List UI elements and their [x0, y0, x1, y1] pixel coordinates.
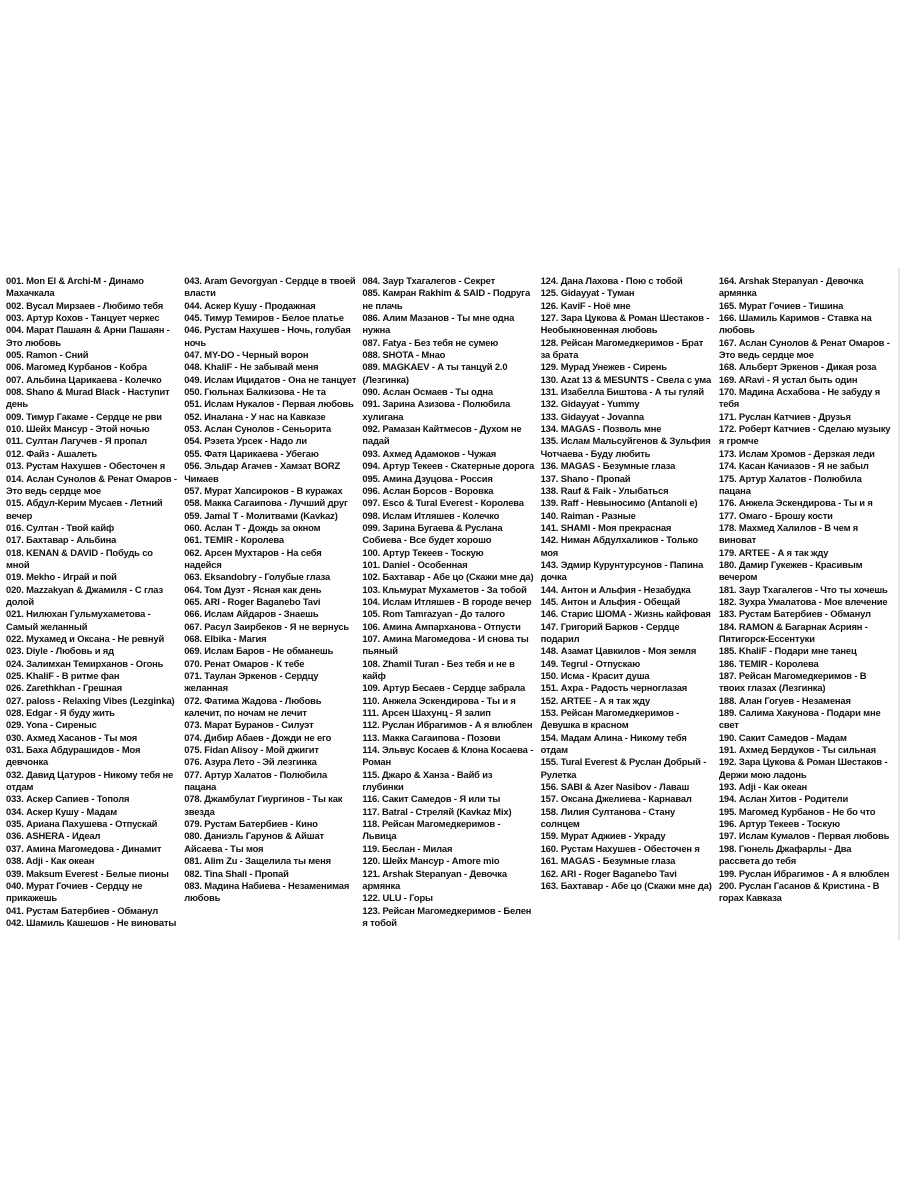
track-entry: 143. Эдмир Курунтурсунов - Папина дочка [540, 558, 704, 583]
track-entry: 076. Азура Лето - Эй лезгинка [184, 756, 317, 768]
track-entry: 138. Rauf & Faik - Улыбаться [540, 484, 669, 496]
track-entry: 137. Shano - Пропай [540, 472, 631, 484]
track-entry: 169. ARavi - Я устал быть один [718, 373, 858, 385]
track-entry: 107. Амина Магомедова - И снова ты пьяный [362, 632, 529, 657]
track-entry: 157. Оксана Джелиева - Карнавал [540, 793, 692, 805]
track-entry: 126. KaviF - Ноё мне [540, 299, 631, 311]
track-entry: 117. Batral - Стреляй (Kavkaz Mix) [362, 805, 512, 817]
track-entry: 185. KhaliF - Подари мне танец [718, 645, 857, 657]
track-entry: 187. Рейсан Магомедкеримов - В твоих глазах (Лезгинка) [718, 670, 867, 694]
track-entry: 042. Шамиль Кашешов - Не виноваты [6, 916, 177, 928]
track-entry: 069. Ислам Баров - Не обманешь [184, 645, 334, 657]
track-entry: 113. Макка Сагаипова - Позови [362, 731, 501, 743]
track-entry: 018. KENAN & DAVID - Побудь со мной [6, 546, 153, 570]
track-entry: 119. Беслан - Милая [362, 842, 453, 854]
track-entry: 026. Zarethkhan - Грешная [6, 682, 123, 694]
track-entry: 075. Fidan Alisoy - Мой джигит [184, 744, 319, 756]
track-entry: 148. Азамат Цавкилов - Моя земля [540, 645, 697, 657]
track-entry: 149. Tegrul - Отпускаю [540, 657, 641, 669]
track-entry: 109. Артур Бесаев - Сердце забрала [362, 682, 526, 694]
track-entry: 139. Raff - Невыносимо (Antanoli e) [540, 497, 698, 509]
track-entry: 021. Нилюхан Гульмухаметова - Самый желанный [6, 608, 151, 632]
track-entry: 032. Давид Цатуров - Никому тебя не отдам [6, 768, 174, 793]
track-entry: 158. Лилия Султанова - Стану солнцем [540, 805, 676, 830]
track-entry: 034. Аскер Кушу - Мадам [6, 805, 118, 817]
track-entry: 047. MY-DO - Черный ворон [184, 349, 309, 361]
track-entry: 058. Макка Сагаипова - Лучший друг [184, 497, 348, 509]
track-entry: 027. paloss - Relaxing Vibes (Lezginka) [6, 694, 175, 706]
track-entry: 095. Амина Дзуцова - Россия [362, 472, 493, 484]
track-entry: 070. Ренат Омаров - К тебе [184, 657, 305, 669]
track-entry: 170. Мадина Асхабова - Не забуду я тебя [718, 386, 881, 410]
track-entry: 200. Руслан Гасанов & Кристина - В горах Кавказа [718, 879, 880, 904]
track-entry: 014. Аслан Сунолов & Ренат Омаров - Это ведь сердце мое [6, 472, 177, 496]
track-entry: 194. Аслан Хитов - Родители [718, 793, 849, 805]
track-entry: 073. Марат Буранов - Силуэт [184, 719, 314, 731]
track-entry: 002. Вусал Мирзаев - Любимо тебя [6, 299, 164, 311]
track-entry: 180. Дамир Гукежев - Красивым вечером [718, 558, 863, 583]
track-entry: 059. Jamal T - Молитвами (Kavkaz) [184, 509, 338, 521]
track-entry: 156. SABI & Azer Nasibov - Лаваш [540, 781, 690, 793]
tracklist-column-3 [362, 275, 534, 935]
track-entry: 031. Баха Абдурашидов - Моя девчонка [6, 744, 141, 768]
track-entry: 001. Mon El & Archi-M - Динамо Махачкала [6, 275, 144, 299]
track-entry: 172. Роберт Катчиев - Сделаю музыку я громче [718, 423, 891, 447]
tracklist-column-5 [719, 275, 891, 935]
track-entry: 122. ULU - Горы [362, 892, 433, 904]
track-entry: 048. KhaliF - Не забывай меня [184, 361, 319, 373]
track-entry: 081. Alim Zu - Защелила ты меня [184, 855, 331, 867]
track-entry: 195. Магомед Курбанов - Не бо что [718, 805, 876, 817]
track-entry: 161. MAGAS - Безумные глаза [540, 855, 676, 867]
track-entry: 110. Анжела Эскендирова - Ты и я [362, 694, 516, 706]
track-entry: 132. Gidayyat - Yummy [540, 398, 640, 410]
track-entry: 123. Рейсан Магомедкеримов - Белен я тобой [362, 904, 532, 928]
track-entry: 105. Rom Tamrazyan - До талого [362, 608, 505, 620]
track-entry: 199. Руслан Ибрагимов - А я влюблен [718, 867, 890, 879]
track-entry: 040. Мурат Гочиев - Сердцу не прикажешь [6, 879, 143, 904]
track-entry: 066. Ислам Айдаров - Знаешь [184, 608, 319, 620]
track-entry: 088. SHOTA - Мнао [362, 349, 446, 361]
track-entry: 051. Ислам Нукалов - Первая любовь [184, 398, 354, 410]
track-entry: 162. ARI - Roger Baganebo Tavi [540, 867, 677, 879]
track-entry: 003. Артур Кохов - Танцует черкес [6, 312, 160, 324]
track-entry: 178. Махмед Халилов - В чем я виноват [718, 521, 859, 546]
track-entry: 093. Ахмед Адамоков - Чужая [362, 447, 497, 459]
track-entry: 127. Зара Цукова & Роман Шестаков - Необыкновенная любовь [540, 312, 710, 336]
track-entry: 163. Бахтавар - Абе цо (Скажи мне да) [540, 879, 712, 891]
track-entry: 155. Tural Everest & Руслан Добрый - Рулетка [540, 756, 707, 780]
track-entry: 071. Таулан Эркенов - Сердцу желанная [184, 670, 319, 694]
track-entry: 101. Daniel - Особенная [362, 558, 468, 570]
track-entry: 043. Aram Gevorgyan - Сердце в твоей власти [184, 275, 356, 299]
track-entry: 104. Ислам Итляшев - В городе вечер [362, 595, 532, 607]
track-entry: 063. Eksandobry - Голубые глаза [184, 571, 331, 583]
track-entry: 189. Салима Хакунова - Подари мне свет [718, 707, 881, 731]
track-entry: 191. Ахмед Бердуков - Ты сильная [718, 744, 876, 756]
track-entry: 124. Дана Лахова - Пою с тобой [540, 275, 683, 286]
track-entry: 010. Шейх Мансур - Этой ночью [6, 423, 150, 435]
track-entry: 133. Gidayyat - Jovanna [540, 410, 644, 422]
tracklist-column-4 [541, 275, 713, 935]
track-entry: 025. KhaliF - В ритме фан [6, 670, 120, 681]
track-entry: 175. Артур Халатов - Полюбила пацана [718, 472, 862, 496]
track-entry: 129. Мурад Унежев - Сирень [540, 361, 667, 373]
track-entry: 153. Рейсан Магомедкеримов - Девушка в красном [540, 707, 680, 731]
track-entry: 045. Тимур Темиров - Белое платье [184, 312, 344, 324]
track-entry: 097. Esco & Tural Everest - Королева [362, 497, 524, 509]
track-entry: 006. Магомед Курбанов - Кобра [6, 361, 147, 373]
track-entry: 196. Артур Текеев - Тоскую [718, 818, 840, 830]
track-entry: 134. MAGAS - Позволь мне [540, 423, 662, 435]
track-entry: 016. Султан - Твой кайф [6, 521, 114, 533]
track-entry: 096. Аслан Борсов - Воровка [362, 484, 494, 496]
track-entry: 015. Абдул-Керим Мусаев - Летний вечер [6, 497, 163, 521]
track-entry: 050. Гюльнах Балкизова - Не та [184, 386, 326, 398]
track-entry: 112. Руслан Ибрагимов - А я влюблен [362, 719, 533, 731]
track-entry: 038. Adji - Как океан [6, 855, 95, 867]
track-entry: 173. Ислам Хромов - Дерзкая леди [718, 447, 875, 459]
track-entry: 092. Рамазан Кайтмесов - Духом не падай [362, 423, 522, 447]
track-entry: 167. Аслан Сунолов & Ренат Омаров - Это ведь сердце мое [718, 336, 890, 361]
track-entry: 044. Аскер Кушу - Продажная [184, 299, 316, 311]
track-entry: 116. Сакит Самедов - Я или ты [362, 793, 501, 805]
track-entry: 152. ARTEE - А я так жду [540, 694, 651, 706]
track-entry: 142. Ниман Абдулхаликов - Только моя [540, 534, 698, 558]
track-entry: 039. Maksum Everest - Белые пионы [6, 867, 169, 879]
track-entry: 198. Гюнель Джафарлы - Два рассвета до тебя [718, 842, 852, 867]
track-entry: 098. Ислам Итляшев - Колечко [362, 509, 500, 521]
track-entry: 011. Султан Лагучев - Я пропал [6, 435, 147, 447]
track-entry: 174. Касан Качиазов - Я не забыл [718, 460, 869, 472]
track-entry: 053. Аслан Сунолов - Сеньорита [184, 423, 332, 435]
track-entry: 197. Ислам Кумалов - Первая любовь [718, 830, 890, 842]
track-entry: 046. Рустам Нахушев - Ночь, голубая ночь [184, 324, 351, 348]
track-entry: 136. MAGAS - Безумные глаза [540, 460, 676, 472]
track-entry: 030. Ахмед Хасанов - Ты моя [6, 731, 138, 743]
track-entry: 179. ARTEE - А я так жду [718, 546, 829, 558]
track-entry: 013. Рустам Нахушев - Обесточен я [6, 460, 166, 472]
track-entry: 147. Григорий Барков - Сердце подарил [540, 620, 680, 644]
track-entry: 150. Исма - Красит душа [540, 670, 650, 681]
track-entry: 103. Кльмурат Мухаметов - За тобой [362, 583, 527, 595]
track-entry: 037. Амина Магомедова - Динамит [6, 842, 162, 854]
tracklist-columns [6, 275, 891, 935]
track-entry: 171. Руслан Катчиев - Друзья [718, 410, 851, 422]
track-entry: 057. Мурат Хапсироков - В куражах [184, 484, 343, 496]
track-entry: 190. Сакит Самедов - Мадам [718, 731, 847, 743]
track-entry: 168. Альберт Эркенов - Дикая роза [718, 361, 877, 373]
track-entry: 108. Zhamil Turan - Без тебя и не в кайф [362, 657, 515, 681]
track-entry: 077. Артур Халатов - Полюбила пацана [184, 768, 328, 793]
track-entry: 086. Алим Мазанов - Ты мне одна нужна [362, 312, 515, 336]
track-entry: 192. Зара Цукова & Роман Шестаков - Держи мою ладонь [718, 756, 888, 780]
track-entry: 111. Арсен Шахунц - Я залип [362, 707, 491, 719]
track-entry: 080. Даниэль Гарунов & Айшат Айсаева - Ты моя [184, 830, 324, 854]
track-entry: 182. Зухра Умалатова - Мое влечение [718, 595, 888, 607]
track-entry: 106. Амина Ампарханова - Отпусти [362, 620, 521, 632]
track-entry: 186. TEMIR - Королева [718, 657, 819, 669]
track-entry: 159. Мурат Аджиев - Украду [540, 830, 666, 842]
track-entry: 078. Джамбулат Гиургинов - Ты как звезда [184, 793, 343, 817]
track-entry: 028. Edgar - Я буду жить [6, 707, 115, 719]
track-entry: 072. Фатима Жадова - Любовь калечит, по ночам не лечит [184, 694, 322, 719]
track-entry: 049. Ислам Ицидатов - Она не танцует [184, 373, 357, 385]
track-entry: 183. Рустам Батербиев - Обманул [718, 608, 871, 620]
track-entry: 164. Arshak Stepanyan - Девочка армянка [718, 275, 864, 299]
track-entry: 176. Анжела Эскендирова - Ты и я [718, 497, 873, 509]
track-entry: 128. Рейсан Магомедкеримов - Брат за брата [540, 336, 704, 361]
track-entry: 004. Марат Пашаян & Арни Пашаян - Это любовь [6, 324, 170, 348]
track-entry: 084. Заур Тхагалегов - Секрет [362, 275, 496, 286]
track-entry: 118. Рейсан Магомедкеримов - Львица [362, 818, 501, 842]
track-entry: 033. Аскер Сапиев - Тополя [6, 793, 130, 805]
track-entry: 160. Рустам Нахушев - Обесточен я [540, 842, 700, 854]
track-entry: 005. Ramon - Сний [6, 349, 89, 361]
track-entry: 184. RAMON & Багарнак Асриян - Пятигорск-Ессентуки [718, 620, 868, 644]
track-entry: 052. Иналана - У нас на Кавказе [184, 410, 326, 422]
track-entry: 125. Gidayyat - Туман [540, 287, 635, 299]
track-entry: 135. Ислам Мальсуйгенов & Зульфия Чотчаева - Буду любить [540, 435, 711, 459]
track-entry: 068. Elbika - Магия [184, 632, 267, 644]
track-entry: 064. Том Дуэт - Ясная как день [184, 583, 322, 595]
track-entry: 100. Артур Текеев - Тоскую [362, 546, 484, 558]
track-entry: 036. ASHERA - Идеал [6, 830, 101, 842]
track-entry: 146. Старис ШОМА - Жизнь кайфовая [540, 608, 711, 620]
track-entry: 024. Залимхан Темирханов - Огонь [6, 657, 164, 669]
track-entry: 094. Артур Текеев - Скатерные дорога [362, 460, 535, 472]
track-entry: 065. ARI - Roger Baganebo Tavi [184, 595, 321, 607]
track-entry: 099. Зарина Бугаева & Руслана Собиева - Все будет хорошо [362, 521, 503, 546]
tracklist-column-2 [184, 275, 356, 935]
track-entry: 090. Аслан Осмаев - Ты одна [362, 386, 493, 398]
track-entry: 087. Fatya - Без тебя не сумею [362, 336, 499, 348]
track-entry: 131. Изабелла Биштова - А ты гуляй [540, 386, 705, 398]
track-entry: 121. Arshak Stepanyan - Девочка армянка [362, 867, 507, 891]
track-entry: 054. Рэзета Урсек - Надо ли [184, 435, 307, 447]
track-entry: 091. Зарина Азизова - Полюбила хулигана [362, 398, 511, 422]
track-entry: 062. Арсен Мухтаров - На себя надейся [184, 546, 322, 570]
track-entry: 140. Raiman - Разные [540, 509, 636, 521]
track-entry: 144. Антон и Альфия - Незабудка [540, 583, 691, 595]
track-entry: 017. Бахтавар - Альбина [6, 534, 117, 546]
track-entry: 166. Шамиль Каримов - Ставка на любовь [718, 312, 872, 336]
track-entry: 177. Омаго - Брошу кости [718, 509, 833, 521]
track-entry: 008. Shano & Murad Black - Наступит день [6, 386, 170, 410]
track-entry: 061. TEMIR - Королева [184, 534, 284, 546]
track-entry: 007. Альбина Царикаева - Колечко [6, 373, 162, 385]
track-entry: 055. Фатя Царикаева - Убегаю [184, 447, 319, 459]
track-entry: 165. Мурат Гочиев - Тишина [718, 299, 844, 311]
track-entry: 020. Mazzakyan & Джамиля - С глаз долой [6, 583, 163, 607]
track-entry: 141. SHAMI - Моя прекрасная [540, 521, 672, 533]
tracklist-sheet [0, 268, 900, 940]
track-entry: 067. Расул Заирбеков - Я не вернусь [184, 620, 350, 632]
track-entry: 079. Рустам Батербиев - Кино [184, 818, 318, 830]
track-entry: 074. Дибир Абаев - Дожди не его [184, 731, 332, 743]
track-entry: 193. Adji - Как океан [718, 781, 808, 793]
track-entry: 022. Мухамед и Оксана - Не ревнуй [6, 632, 165, 644]
track-entry: 041. Рустам Батербиев - Обманул [6, 904, 159, 916]
track-entry: 019. Mekho - Играй и пой [6, 571, 117, 583]
track-entry: 145. Антон и Альфия - Обещай [540, 595, 681, 607]
track-entry: 154. Мадам Алина - Никому тебя отдам [540, 731, 687, 756]
track-entry: 181. Заур Тхагалегов - Что ты хочешь [718, 583, 888, 595]
track-entry: 029. Yona - Сиреныс [6, 719, 97, 731]
track-entry: 023. Diyle - Любовь и яд [6, 645, 114, 657]
track-entry: 085. Камран Rakhim & SAID - Подруга не плачь [362, 287, 531, 311]
track-entry: 102. Бахтавар - Абе цо (Скажи мне да) [362, 571, 534, 583]
track-entry: 114. Эльвус Косаев & Клона Косаева - Роман [362, 744, 534, 768]
track-entry: 120. Шейх Мансур - Amore mio [362, 855, 500, 867]
track-entry: 009. Тимур Гакаме - Сердце не рви [6, 410, 162, 422]
track-entry: 035. Ариана Пахушева - Отпускай [6, 818, 158, 830]
track-entry: 082. Tina Shall - Пропай [184, 867, 289, 879]
track-entry: 188. Алан Гогуев - Незаменая [718, 694, 851, 706]
track-entry: 130. Azat 13 & MESUNTS - Свела с ума [540, 373, 712, 385]
track-entry: 012. Файз - Ашалеть [6, 447, 98, 459]
track-entry: 115. Джаро & Ханза - Вайб из глубинки [362, 768, 493, 793]
track-entry: 151. Ахра - Радость черноглазая [540, 682, 688, 694]
track-entry: 089. MAGKAEV - А ты танцуй 2.0 (Лезгинка) [362, 361, 508, 385]
track-entry: 060. Аслан Т - Дождь за окном [184, 521, 321, 533]
tracklist-column-1 [6, 275, 178, 935]
track-entry: 083. Мадина Набиева - Незаменимая любовь [184, 879, 350, 904]
track-entry: 056. Эльдар Агачев - Хамзат BORZ Чимаев [184, 460, 341, 484]
